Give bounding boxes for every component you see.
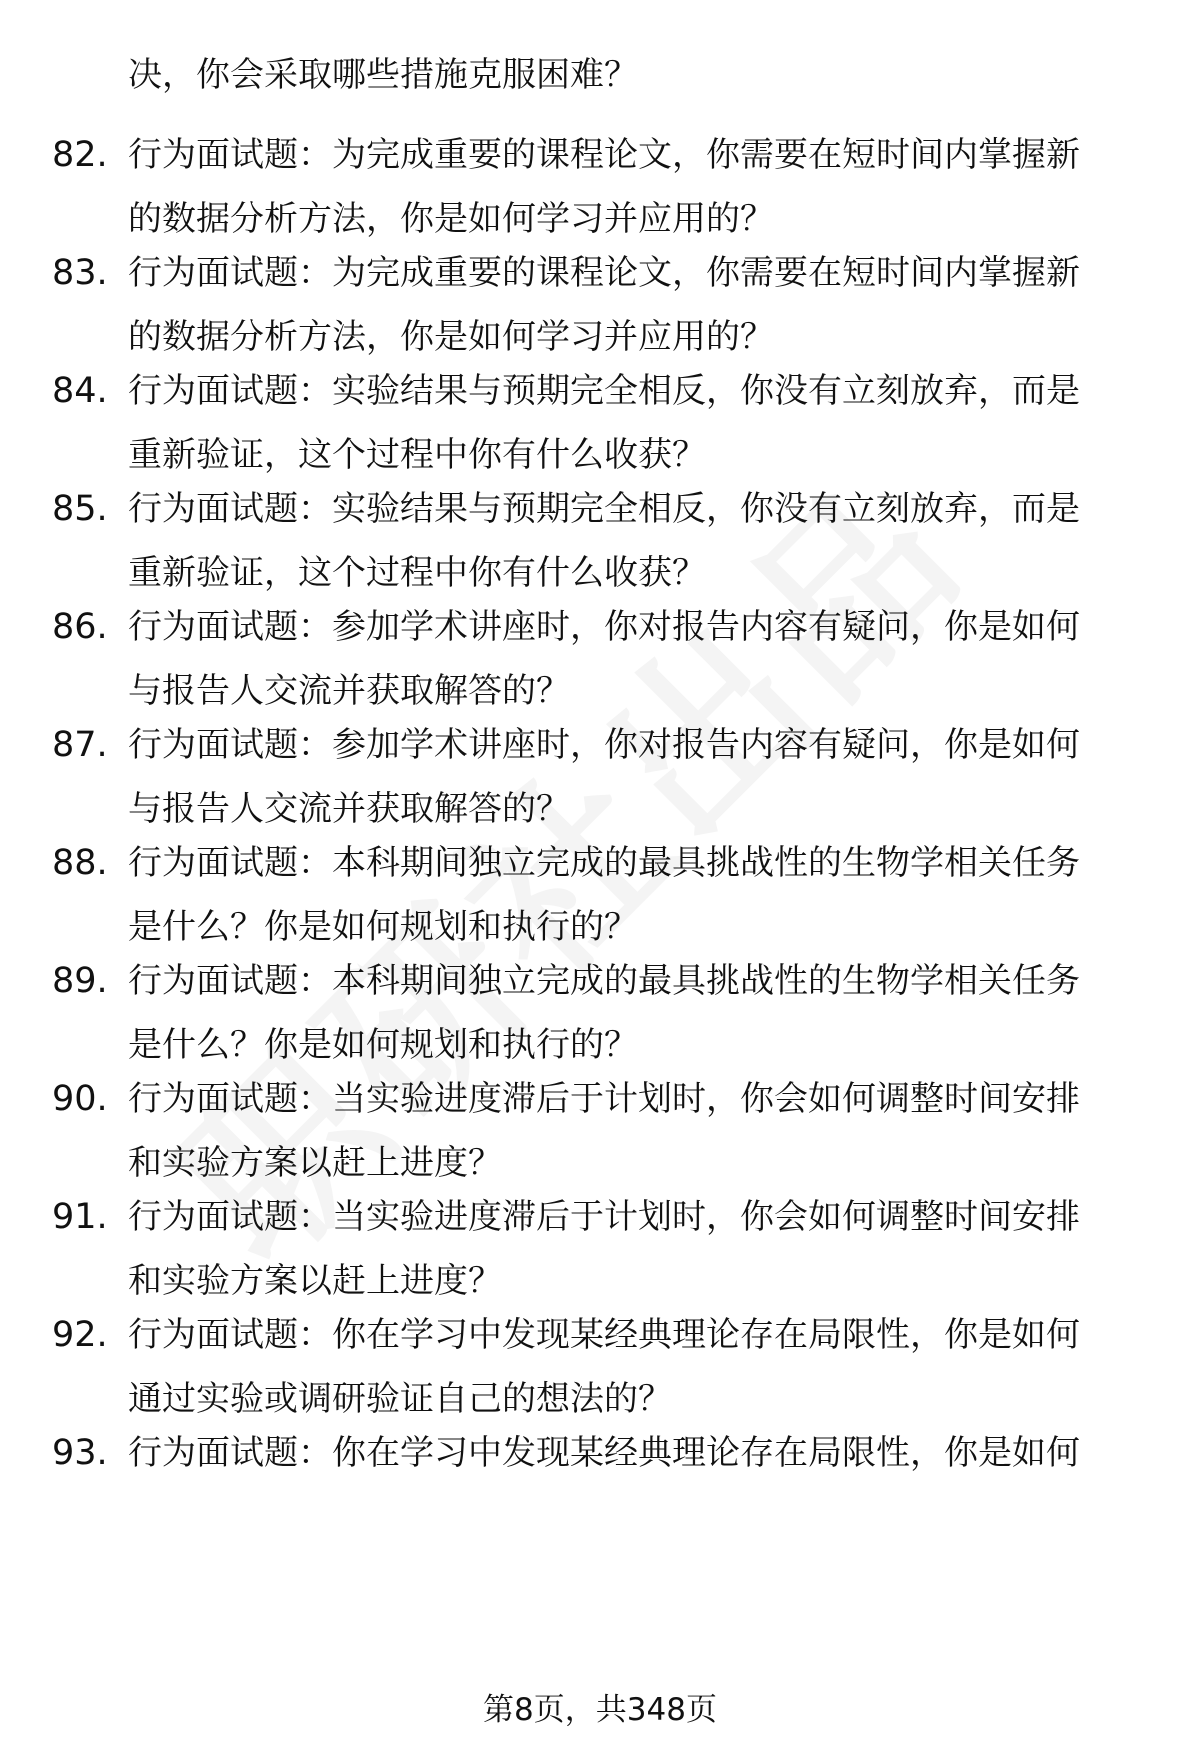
item-text-line1: 行为面试题：实验结果与预期完全相反，你没有立刻放弃，而是 xyxy=(128,371,1080,411)
item-number: 86. xyxy=(52,607,108,647)
item-text-line1: 行为面试题：你在学习中发现某经典理论存在局限性，你是如何 xyxy=(128,1433,1080,1473)
item-text-line1: 行为面试题：为完成重要的课程论文，你需要在短时间内掌握新 xyxy=(128,253,1080,293)
item-text-line1: 行为面试题：当实验进度滞后于计划时，你会如何调整时间安排 xyxy=(128,1197,1080,1237)
item-text-line1: 行为面试题：本科期间独立完成的最具挑战性的生物学相关任务 xyxy=(128,843,1080,883)
item-number: 91. xyxy=(52,1197,108,1237)
item-text-line2: 与报告人交流并获取解答的？ xyxy=(128,671,570,711)
item-text-line2: 是什么？你是如何规划和执行的？ xyxy=(128,907,638,947)
item-number: 89. xyxy=(52,961,108,1001)
item-number: 82. xyxy=(52,135,108,175)
item-text-line2: 的数据分析方法，你是如何学习并应用的？ xyxy=(128,199,774,239)
item-text-line1: 行为面试题：参加学术讲座时，你对报告内容有疑问，你是如何 xyxy=(128,725,1080,765)
item-text-line1: 行为面试题：实验结果与预期完全相反，你没有立刻放弃，而是 xyxy=(128,489,1080,529)
item-text-line2: 通过实验或调研验证自己的想法的？ xyxy=(128,1379,672,1419)
item-number: 92. xyxy=(52,1315,108,1355)
item-text-line2: 的数据分析方法，你是如何学习并应用的？ xyxy=(128,317,774,357)
item-number: 90. xyxy=(52,1079,108,1119)
item-number: 83. xyxy=(52,253,108,293)
item-text-line1: 行为面试题：你在学习中发现某经典理论存在局限性，你是如何 xyxy=(128,1315,1080,1355)
page-footer: 第8页，共348页 xyxy=(483,1692,717,1728)
item-number: 87. xyxy=(52,725,108,765)
item-text-line2: 和实验方案以赶上进度？ xyxy=(128,1143,502,1183)
item-text-line1: 行为面试题：本科期间独立完成的最具挑战性的生物学相关任务 xyxy=(128,961,1080,1001)
item-text-line2: 是什么？你是如何规划和执行的？ xyxy=(128,1025,638,1065)
item-text-line1: 行为面试题：参加学术讲座时，你对报告内容有疑问，你是如何 xyxy=(128,607,1080,647)
item-text-line1: 行为面试题：为完成重要的课程论文，你需要在短时间内掌握新 xyxy=(128,135,1080,175)
item-number: 85. xyxy=(52,489,108,529)
continuation-text: 决，你会采取哪些措施克服困难？ xyxy=(128,55,638,95)
item-number: 93. xyxy=(52,1433,108,1473)
item-text-line2: 重新验证，这个过程中你有什么收获？ xyxy=(128,435,706,475)
item-text-line1: 行为面试题：当实验进度滞后于计划时，你会如何调整时间安排 xyxy=(128,1079,1080,1119)
item-text-line2: 和实验方案以赶上进度？ xyxy=(128,1261,502,1301)
item-number: 84. xyxy=(52,371,108,411)
item-number: 88. xyxy=(52,843,108,883)
item-text-line2: 与报告人交流并获取解答的？ xyxy=(128,789,570,829)
item-text-line2: 重新验证，这个过程中你有什么收获？ xyxy=(128,553,706,593)
